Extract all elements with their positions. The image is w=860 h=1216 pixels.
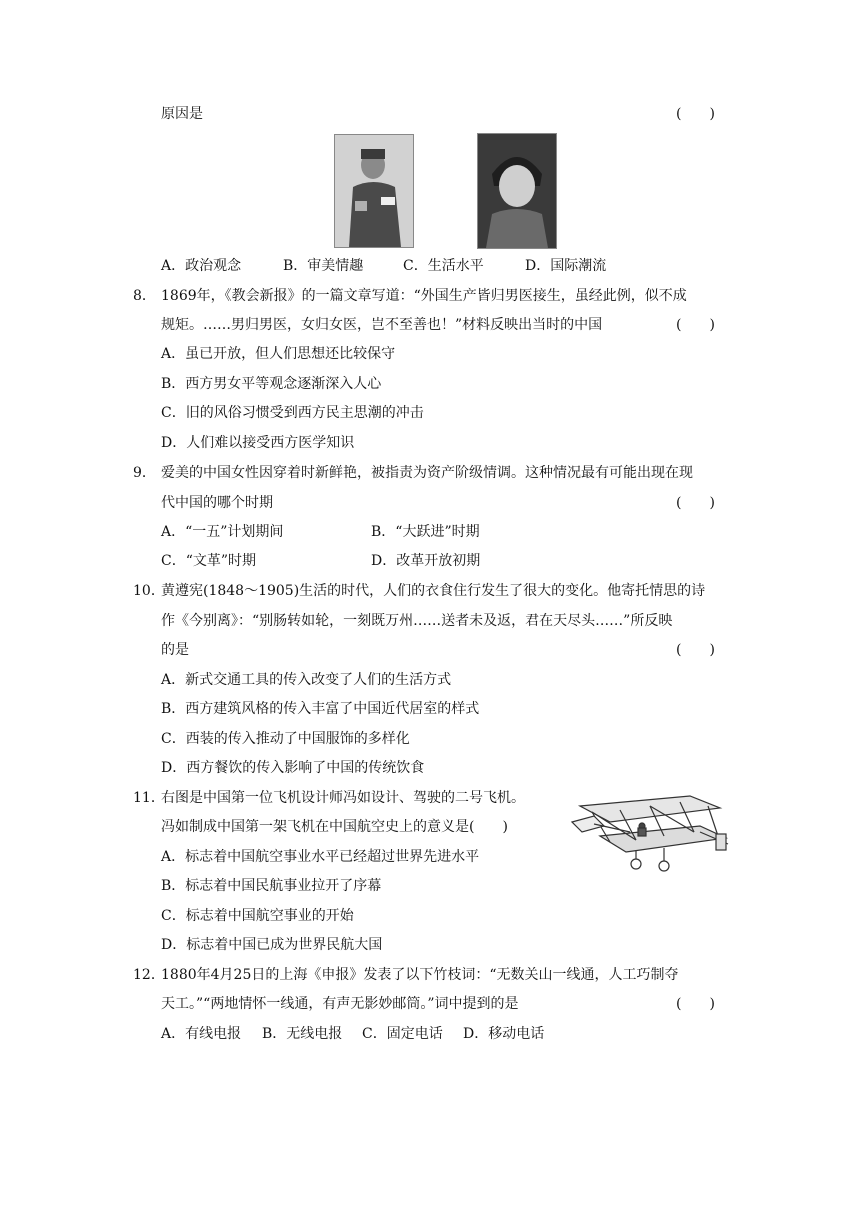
q10-option-c: C．西装的传入推动了中国服饰的多样化 [161, 731, 410, 747]
q7-option-b: B．审美情趣 [283, 258, 364, 274]
q10-line-2: 作《今别离》：“别肠转如轮，一刻既万州……送者未及返，君在天尽头……”所反映 [161, 613, 673, 629]
q12-option-d: D．移动电话 [463, 1026, 545, 1042]
q7-option-a: A．政治观念 [161, 258, 242, 274]
q9-answer-paren: ( ) [676, 495, 715, 511]
q11-option-a: A．标志着中国航空事业水平已经超过世界先进水平 [161, 849, 480, 865]
q8-option-b: B．西方男女平等观念逐渐深入人心 [161, 376, 382, 392]
q10-number: 10． [133, 583, 165, 599]
q12-option-b: B．无线电报 [262, 1026, 343, 1042]
q9-line-1: 爱美的中国女性因穿着时新鲜艳，被指责为资产阶级情调。这种情况最有可能出现在现 [161, 465, 693, 481]
q9-option-a: A．“一五”计划期间 [161, 524, 284, 540]
q7-text: 原因是 [161, 106, 203, 122]
q10-answer-paren: ( ) [676, 642, 715, 658]
q10-option-b: B．西方建筑风格的传入丰富了中国近代居室的样式 [161, 701, 480, 717]
photo-female-red-guard [335, 135, 413, 247]
q9-option-d: D．改革开放初期 [371, 553, 481, 569]
q11-number: 11． [133, 790, 165, 806]
q7-photo-right [477, 133, 557, 249]
q11-option-d: D．标志着中国已成为世界民航大国 [161, 937, 383, 953]
q8-line-2: 规矩。……男归男医，女归女医，岂不至善也！”材料反映出当时的中国 [161, 317, 603, 333]
q9-option-c: C．“文革”时期 [161, 553, 257, 569]
q9-option-b: B．“大跃进”时期 [371, 524, 480, 540]
q11-option-b: B．标志着中国民航事业拉开了序幕 [161, 878, 382, 894]
q11-line-2: 冯如制成中国第一架飞机在中国航空史上的意义是( ) [161, 819, 508, 835]
q8-line-1: 1869年，《教会新报》的一篇文章写道：“外国生产皆归男医接生，虽经此例，似不成 [161, 288, 687, 304]
q8-answer-paren: ( ) [676, 317, 715, 333]
q12-line-1: 1880年4月25日的上海《申报》发表了以下竹枝词：“无数关山一线通，人工巧制夺 [161, 967, 679, 983]
q9-line-2: 代中国的哪个时期 [161, 495, 273, 511]
q10-line-3: 的是 [161, 642, 189, 658]
q11-line-1: 右图是中国第一位飞机设计师冯如设计、驾驶的二号飞机。 [161, 790, 525, 806]
q7-answer-paren: ( ) [676, 106, 715, 122]
q8-option-d: D．人们难以接受西方医学知识 [161, 435, 355, 451]
q7-photo-left [334, 134, 414, 248]
biplane-illustration [570, 792, 730, 878]
q8-option-c: C．旧的风俗习惯受到西方民主思潮的冲击 [161, 405, 424, 421]
q10-line-1: 黄遵宪(1848～1905)生活的时代，人们的衣食住行发生了很大的变化。他寄托情思的诗 [161, 583, 706, 599]
q8-option-a: A．虽已开放，但人们思想还比较保守 [161, 346, 396, 362]
q12-option-c: C．固定电话 [362, 1026, 443, 1042]
q9-number: 9． [133, 465, 156, 481]
photo-smiling-woman [478, 134, 556, 248]
q11-option-c: C．标志着中国航空事业的开始 [161, 908, 354, 924]
q8-number: 8． [133, 288, 156, 304]
q12-line-2: 天工。”“两地情怀一线通，有声无影妙邮筒。”词中提到的是 [161, 996, 519, 1012]
q10-option-a: A．新式交通工具的传入改变了人们的生活方式 [161, 672, 452, 688]
q12-number: 12． [133, 967, 165, 983]
q7-option-d: D．国际潮流 [525, 258, 607, 274]
q12-answer-paren: ( ) [676, 996, 715, 1012]
q10-option-d: D．西方餐饮的传入影响了中国的传统饮食 [161, 760, 425, 776]
q12-option-a: A．有线电报 [161, 1026, 242, 1042]
q7-option-c: C．生活水平 [403, 258, 484, 274]
